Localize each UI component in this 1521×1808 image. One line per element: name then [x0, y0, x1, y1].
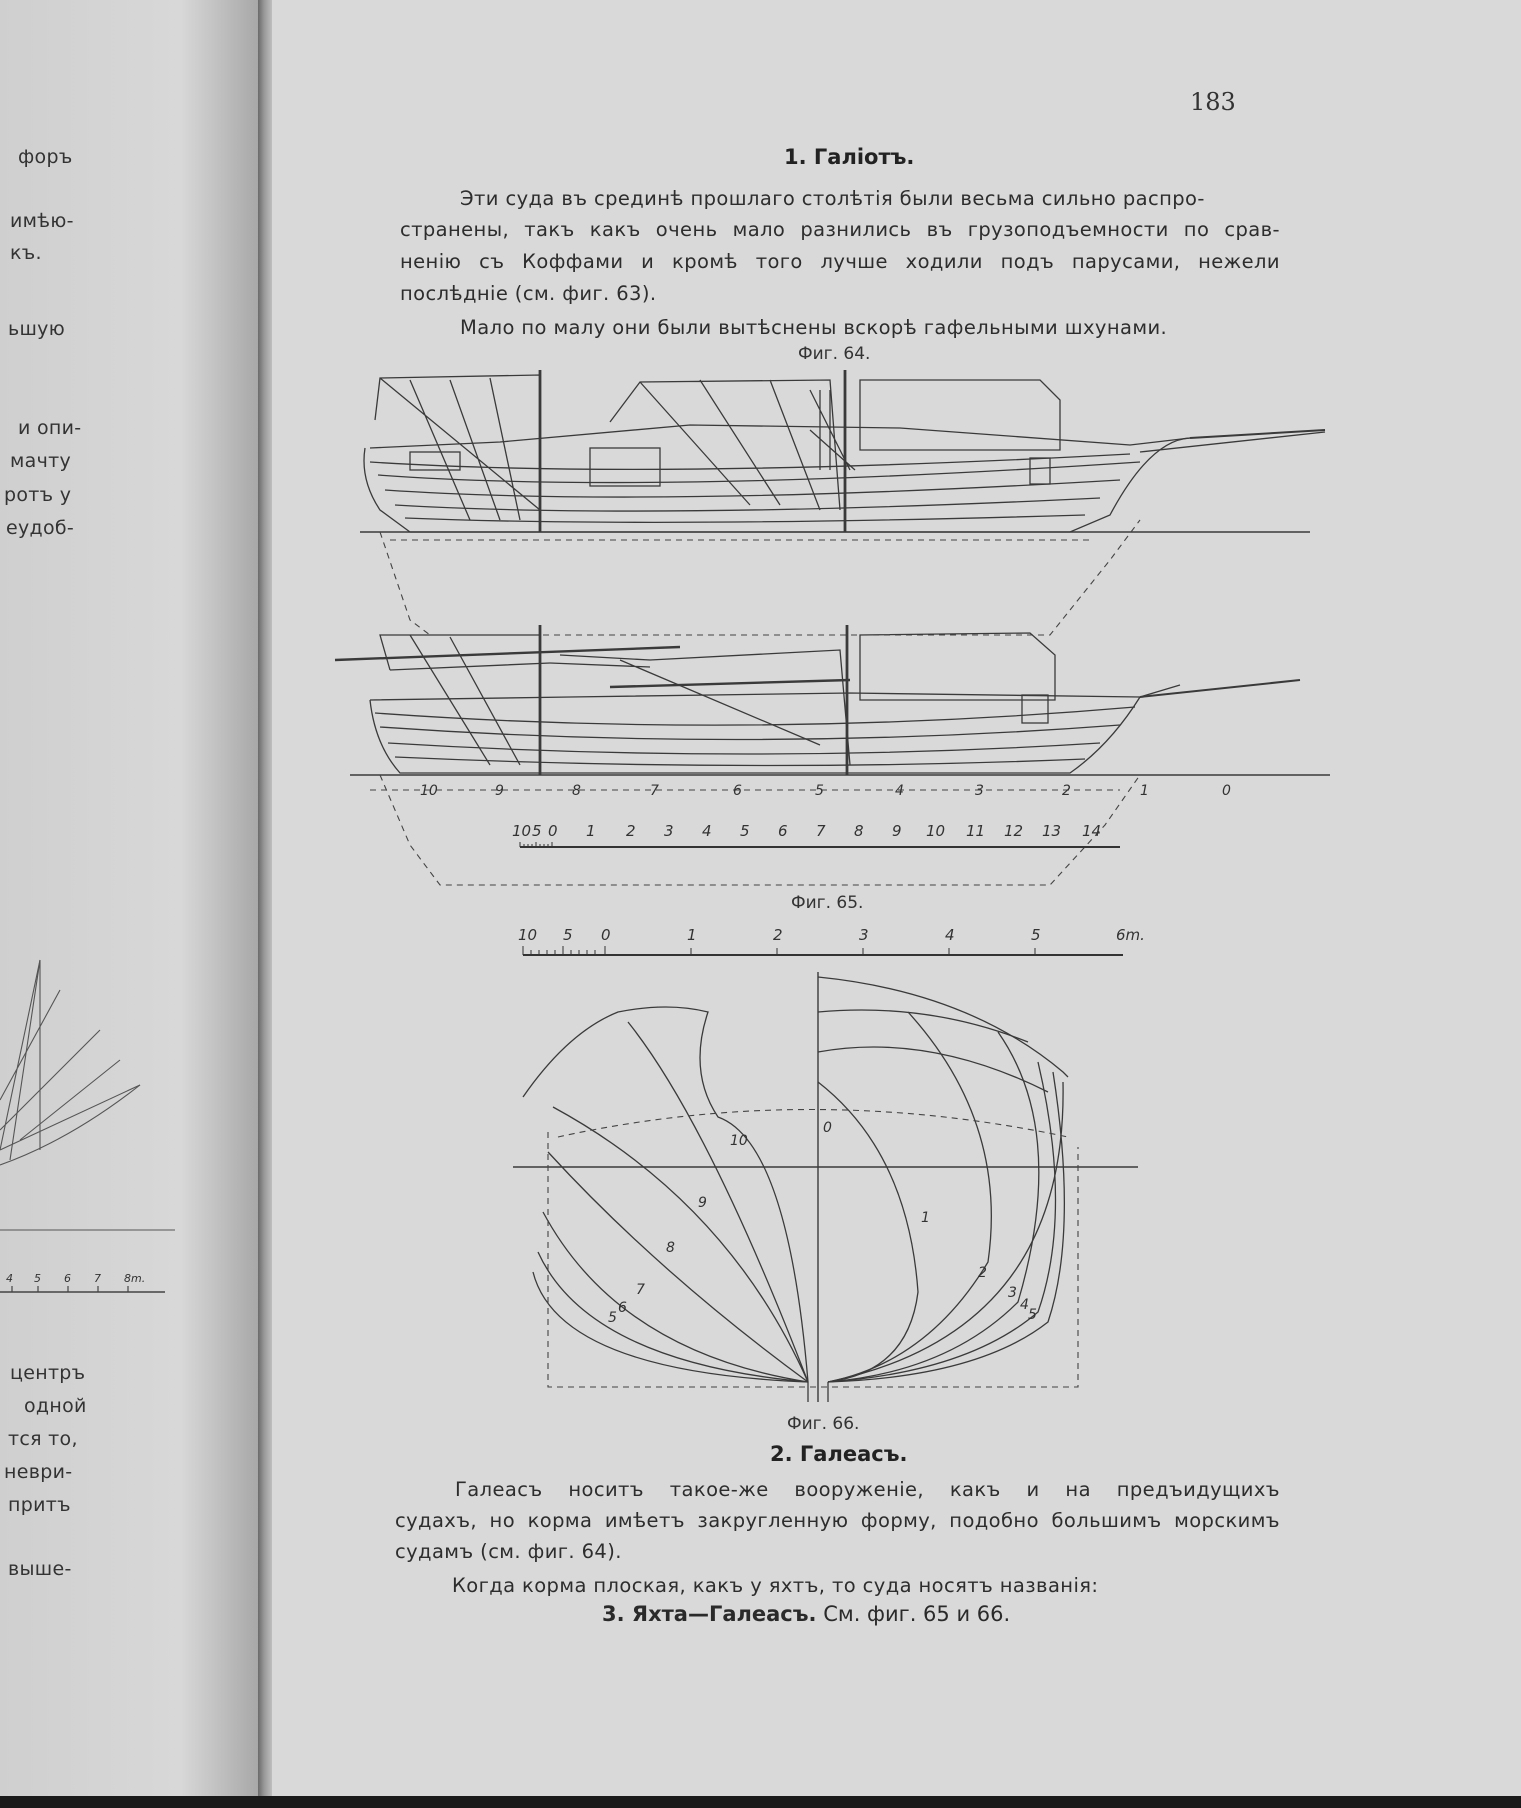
- station-label: 2: [978, 1265, 987, 1281]
- left-text-fragment: выше-: [8, 1558, 72, 1580]
- paragraph-line: послѣдніе (см. фиг. 63).: [400, 282, 657, 305]
- left-sail-fragment: [0, 950, 258, 1270]
- scale-label: 3: [859, 926, 869, 944]
- scale-label: 2: [626, 822, 636, 840]
- scale-label: 5: [740, 822, 750, 840]
- scale-label: 3: [664, 822, 674, 840]
- scale-label: 6m.: [1116, 926, 1145, 944]
- left-text-fragment: центръ: [10, 1362, 86, 1384]
- station-label: 9: [698, 1195, 707, 1211]
- section-heading-line: [602, 1602, 1010, 1626]
- station-label: 7: [636, 1282, 645, 1298]
- figure-caption: Фиг. 64.: [798, 344, 871, 364]
- section-heading: 2. Галеасъ.: [770, 1442, 908, 1466]
- left-scale-bar: [0, 1270, 200, 1310]
- left-scale-label: 7: [94, 1272, 101, 1285]
- paragraph-line: ненію съ Коффами и кромѣ того лучше ходили подъ парусами, нежели: [400, 250, 1280, 273]
- scale-label: 0: [601, 926, 611, 944]
- station-label: 0: [1222, 783, 1231, 799]
- left-text-fragment: одной: [24, 1395, 87, 1417]
- paragraph-line: судахъ, но корма имѣетъ закругленную форму, подобно большимъ морскимъ: [395, 1509, 1280, 1532]
- paragraph-line: судамъ (см. фиг. 64).: [395, 1540, 622, 1563]
- left-page: [0, 0, 258, 1808]
- scale-label: 4: [702, 822, 712, 840]
- station-label: 1: [921, 1210, 930, 1226]
- paragraph-line: Галеасъ носитъ такое-же вооруженіе, какъ и на предъидущихъ: [455, 1478, 1280, 1501]
- station-label: 0: [823, 1120, 832, 1136]
- station-label: 5: [608, 1310, 617, 1326]
- scan-edge: [0, 1796, 1521, 1808]
- paragraph: Мало по малу они были вытѣснены вскорѣ гафельными шхунами.: [460, 316, 1168, 339]
- section-heading: 3. Яхта—Галеасъ.: [602, 1602, 817, 1626]
- left-text-fragment: форъ: [18, 146, 73, 168]
- left-text-fragment: притъ: [8, 1494, 71, 1516]
- left-scale-label: 6: [64, 1272, 71, 1285]
- station-label: 6: [733, 783, 742, 799]
- station-label: 10: [420, 783, 438, 799]
- paragraph-line: странены, такъ какъ очень мало разнились въ грузоподъемности по срав-: [400, 218, 1280, 241]
- station-label: 5: [815, 783, 824, 799]
- scale-label: 7: [816, 822, 826, 840]
- scale-label: 5: [563, 926, 573, 944]
- left-scale-label: 8m.: [124, 1272, 146, 1285]
- scale-label: 14: [1082, 822, 1102, 840]
- left-text-fragment: и опи-: [18, 417, 82, 439]
- left-text-fragment: ротъ у: [4, 484, 72, 506]
- scale-label: 4: [945, 926, 955, 944]
- station-label: 10: [730, 1133, 748, 1149]
- figure-reference: См. фиг. 65 и 66.: [823, 1602, 1011, 1626]
- scale-label: 10: [518, 926, 538, 944]
- scale-label: 10: [926, 822, 946, 840]
- scale-label: 10: [512, 822, 532, 840]
- station-label: 3: [975, 783, 984, 799]
- station-label: 9: [495, 783, 504, 799]
- scale-label: 6: [778, 822, 788, 840]
- station-label: 2: [1062, 783, 1071, 799]
- section-heading: 1. Галіотъ.: [784, 145, 915, 169]
- figure-caption: Фиг. 65.: [791, 893, 864, 913]
- left-text-fragment: мачту: [10, 450, 72, 472]
- scale-label: 2: [773, 926, 783, 944]
- scale-label: 5: [532, 822, 542, 840]
- paragraph-line: Эти суда въ срединѣ прошлаго столѣтія были весьма сильно распро-: [460, 187, 1205, 210]
- left-text-fragment: тся то,: [8, 1428, 78, 1450]
- fig66-body-plan: [508, 972, 1148, 1412]
- left-text-fragment: къ.: [10, 242, 42, 264]
- station-label: 8: [572, 783, 581, 799]
- left-scale-label: 5: [34, 1272, 41, 1285]
- figure-caption: Фиг. 66.: [787, 1414, 860, 1434]
- scale-label: 11: [966, 822, 986, 840]
- scale-label: 9: [892, 822, 902, 840]
- left-text-fragment: еудоб-: [6, 517, 75, 539]
- station-label: 3: [1008, 1285, 1017, 1301]
- station-label: 1: [1140, 783, 1149, 799]
- paragraph: Когда корма плоская, какъ у яхтъ, то суда носятъ названія:: [452, 1574, 1099, 1597]
- scale-label: 1: [687, 926, 697, 944]
- station-label: 5: [1028, 1307, 1037, 1323]
- scale-label: 0: [548, 822, 558, 840]
- page-number: 183: [1190, 88, 1236, 116]
- scale-label: 12: [1004, 822, 1024, 840]
- left-text-fragment: неври-: [4, 1461, 73, 1483]
- scale-label: 8: [854, 822, 864, 840]
- station-label: 4: [895, 783, 904, 799]
- station-label: 4: [1020, 1297, 1029, 1313]
- left-text-fragment: ьшую: [8, 318, 66, 340]
- station-label: 7: [650, 783, 659, 799]
- station-label: 6: [618, 1300, 627, 1316]
- fig66-scale-bar: [518, 922, 1145, 972]
- station-label: 8: [666, 1240, 675, 1256]
- fig65-scale-bar: [510, 820, 1110, 860]
- left-text-fragment: имѣю-: [10, 210, 74, 232]
- scale-label: 5: [1031, 926, 1041, 944]
- left-scale-label: 4: [6, 1272, 13, 1285]
- scale-label: 13: [1042, 822, 1062, 840]
- scale-label: 1: [586, 822, 596, 840]
